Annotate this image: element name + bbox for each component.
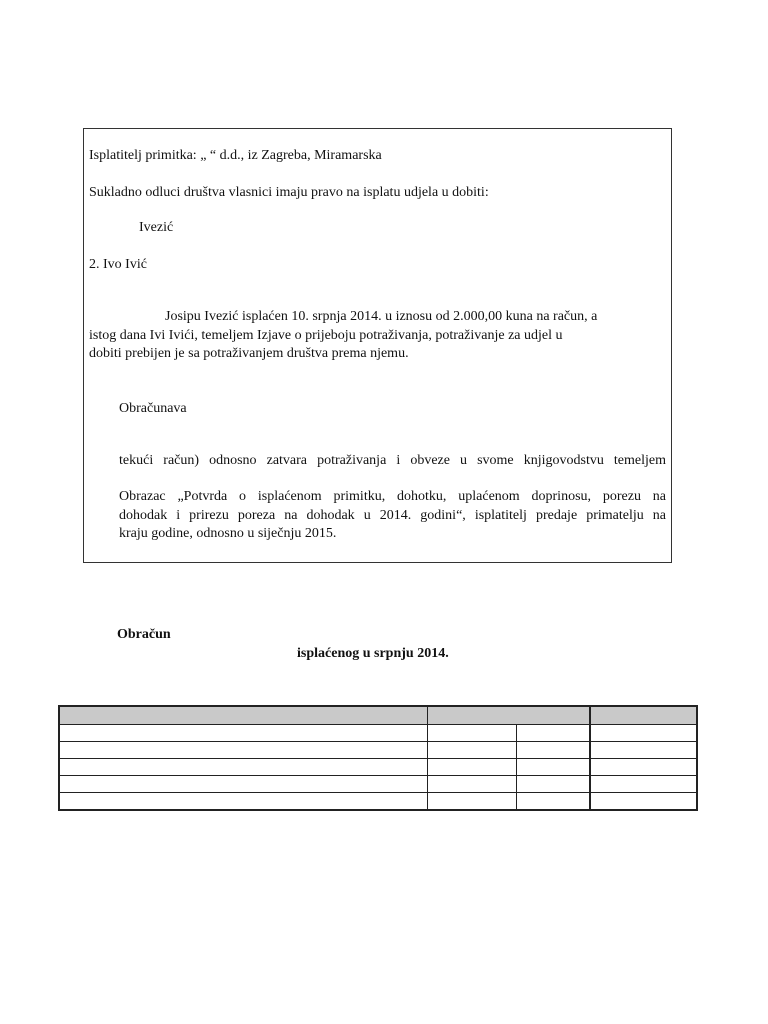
table-cell	[517, 793, 590, 811]
calc-heading: Obračun	[117, 627, 171, 642]
calculation-table	[58, 705, 698, 811]
form-line-2: dohodak i prirezu poreza na dohodak u 2014. godini“, isplatitelj predaje primatelju na	[119, 507, 666, 523]
table-row	[59, 725, 697, 742]
table-cell	[517, 725, 590, 742]
table-cell	[59, 742, 428, 759]
owner-2: 2. Ivo Ivić	[89, 257, 147, 272]
table-cell	[590, 759, 697, 776]
calc-word: Obračunava	[119, 401, 187, 416]
payment-paragraph	[89, 308, 597, 364]
payer-line: Isplatitelj primitka: „ “ d.d., iz Zagreba, Miramarska	[89, 148, 382, 163]
form-line-1: Obrazac „Potvrda o isplaćenom primitku, dohotku, uplaćenom doprinosu, porezu na	[119, 489, 666, 504]
table-cell	[517, 759, 590, 776]
table-row	[59, 759, 697, 776]
payment-line-3: dobiti prebijen je sa potraživanjem društva prema njemu.	[89, 346, 409, 361]
table-cell	[59, 776, 428, 793]
table-cell	[428, 742, 517, 759]
account-line-text: tekući račun) odnosno zatvara potraživanja i obveze u svome knjigovodstvu temeljem	[119, 453, 666, 468]
account-line	[119, 452, 666, 471]
table-cell	[59, 725, 428, 742]
form-line-3: kraju godine, odnosno u siječnju 2015.	[119, 526, 337, 541]
table-cell	[590, 742, 697, 759]
table-header-cell	[59, 706, 428, 725]
table-cell	[59, 759, 428, 776]
owner-1: Ivezić	[139, 220, 174, 235]
table-cell	[517, 776, 590, 793]
table-cell	[517, 742, 590, 759]
table-cell	[590, 776, 697, 793]
table-header-row	[59, 706, 697, 725]
table-cell	[590, 793, 697, 811]
form-paragraph	[119, 488, 666, 544]
table-cell	[428, 776, 517, 793]
table-row	[59, 793, 697, 811]
table-header-cell	[590, 706, 697, 725]
decision-line: Sukladno odluci društva vlasnici imaju pravo na isplatu udjela u dobiti:	[89, 185, 489, 200]
calc-subheading: isplaćenog u srpnju 2014.	[297, 646, 449, 661]
table-cell	[428, 759, 517, 776]
table-cell	[590, 725, 697, 742]
table-row	[59, 776, 697, 793]
table-cell	[59, 793, 428, 811]
table-cell	[428, 793, 517, 811]
table-cell	[428, 725, 517, 742]
payment-line-1: Josipu Ivezić isplaćen 10. srpnja 2014. u iznosu od 2.000,00 kuna na račun, a	[165, 309, 598, 324]
payment-line-2: istog dana Ivi Ivići, temeljem Izjave o prijeboju potraživanja, potraživanje za udjel u	[89, 327, 563, 343]
table-row	[59, 742, 697, 759]
table-header-cell	[428, 706, 590, 725]
